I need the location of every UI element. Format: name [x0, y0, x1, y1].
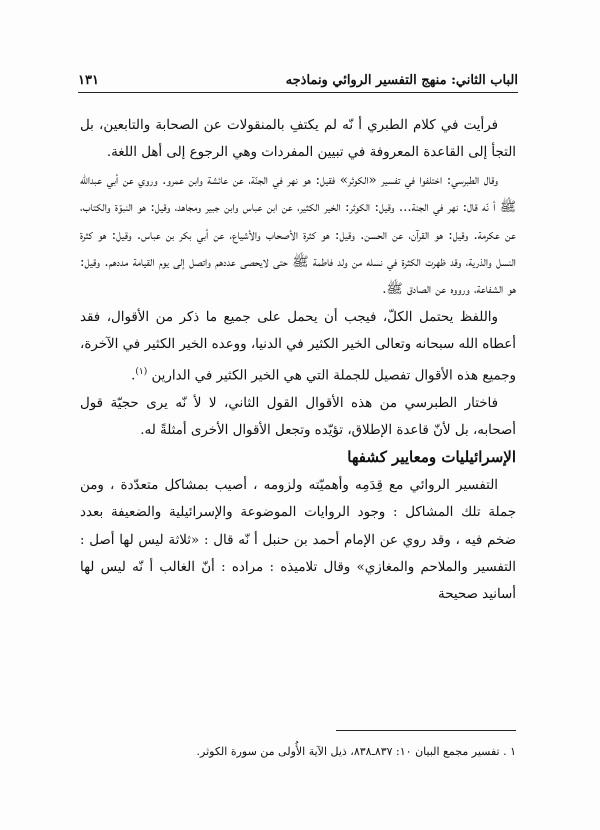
footnote-divider: [336, 730, 516, 731]
footnote: [80, 744, 516, 760]
running-head: الباب الثاني: منهج التفسير الروائي ونماذجه: [285, 73, 518, 88]
section-paragraph-1: التفسير الروائي مع قِدَمِه وأهميّته ولزومه ، أصيب بمشاكل متعدّدة ، ومن جملة تلك المشاكل : وجود الروايات الموضوعة والإسرائيلية والضعيفة بعدد ضخم فيه ، وقد روي عن الإمام أحمد بن حنبل أ نّه قال : «ثلاثة ليس لها أصل : التفسير والملاحم والمغازي» وقال تلاميذه : مراده : أنّ الغالب أ نّه ليس لها أسانيد صحيحة: [80, 477, 516, 603]
body-text: [80, 112, 516, 609]
footnote-text: تفسير مجمع البيان ١٠: ٨٣٧ـ٨٣٨، ذيل الآية الأُولى من سورة الكوثر.: [196, 745, 500, 758]
footnote-number: ١ .: [503, 745, 516, 758]
footnote-marker: (١): [135, 366, 148, 377]
paragraph-2: وقال الطبرسي: اختلفوا في تفسير «الكوثر» فقيل: هو نهر في الجنّة، عن عائشة وابن عمرو. وروي عن أبي عبدالله ﷺ أ نّه قال: نهر في الجنة... وقيل: الكوثر: الخير الكثير، عن ابن عباس وابن جبير ومجاهد، وقيل: هو النبوّة والكتاب، عن عكرمة. وقيل: هو القرآن، عن الحسن. وقيل: هو كثرة الأصحاب والأشياع، عن أبي بكر بن عباس. وقيل: هو كثرة النسل والذرية، وقد ظهرت الكثرة في نسله من ولد فاطمة ﷺ حتى لايحصى عددهم واتصل إلى يوم القيامة مددهم. وقيل: هو الشفاعة، ورووه عن الصادق ﷺ.: [80, 172, 516, 298]
page-header: [78, 62, 518, 93]
page-number: ١٣١: [78, 73, 99, 88]
paragraph-3-text: واللفظ يحتمل الكلّ، فيجب أن يحمل على جميع ما ذكر من الأقوال، فقد أعطاه الله سبحانه وتعالى الخير الكثير في الدنيا، ووعده الخير الكثير في الآخرة، وجميع هذه الأقوال تفصيل للجملة التي هي الخير الكثير في الدارين: [80, 309, 516, 384]
paragraph-4: فاختار الطبرسي من هذه الأقوال القول الثاني، لا لأ نّه يرى حجيّة قول أصحابه، بل لأنّ قاعدة الإطلاق، تؤيّده وتجعل الأقوال الأخرى أمثلةً له.: [80, 395, 516, 438]
paragraph-3: واللفظ يحتمل الكلّ، فيجب أن يحمل على جميع ما ذكر من الأقوال، فقد أعطاه الله سبحانه وتعالى الخير الكثير في الدنيا، ووعده الخير الكثير في الآخرة، وجميع هذه الأقوال تفصيل للجملة التي هي الخير الكثير في الدارين $^{(١)}$.: [80, 309, 516, 384]
section-heading: الإسرائيليات ومعايير كشفها: [347, 448, 516, 467]
paragraph-1: فرأيت في كلام الطبري أ نّه لم يكتفِ بالمنقولات عن الصحابة والتابعين، بل التجأ إلى القاعدة المعروفة في تبيين المفردات وهي الرجوع إلى أهل اللغة.: [80, 118, 516, 161]
